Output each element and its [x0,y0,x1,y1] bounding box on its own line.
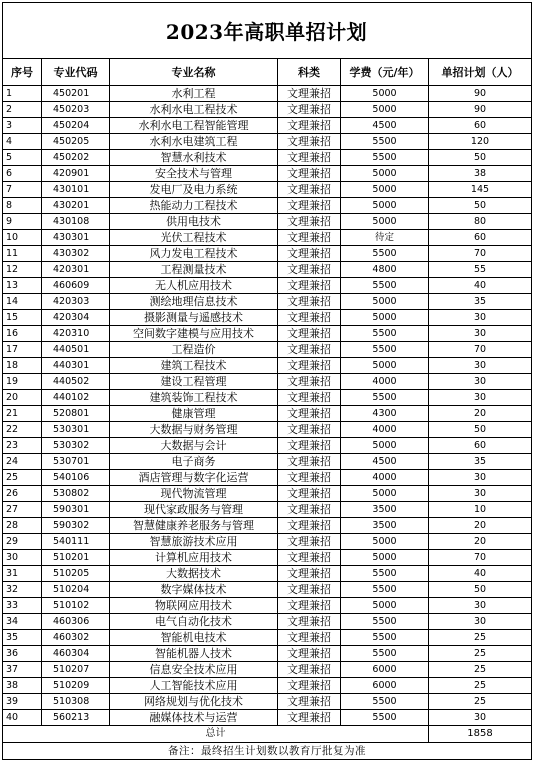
table-row [3,326,532,342]
cell-category[interactable]: 文理兼招 [278,694,341,710]
cell-plan[interactable]: 90 [429,86,532,102]
cell-name[interactable]: 人工智能技术应用 [110,678,278,694]
cell-index[interactable]: 4 [3,134,42,150]
cell-code[interactable]: 540106 [42,470,110,486]
cell-fee[interactable]: 4000 [341,374,429,390]
cell-code[interactable]: 450201 [42,86,110,102]
cell-plan[interactable]: 145 [429,182,532,198]
cell-code[interactable]: 450203 [42,102,110,118]
cell-index[interactable]: 3 [3,118,42,134]
cell-code[interactable]: 460304 [42,646,110,662]
cell-index[interactable]: 32 [3,582,42,598]
total-label[interactable]: 总计 [3,726,429,743]
cell-plan[interactable]: 30 [429,710,532,726]
table-row [3,678,532,694]
cell-category[interactable]: 文理兼招 [278,134,341,150]
cell-fee[interactable]: 5000 [341,214,429,230]
cell-fee[interactable]: 5000 [341,438,429,454]
table-row [3,198,532,214]
cell-category[interactable]: 文理兼招 [278,150,341,166]
cell-category[interactable]: 文理兼招 [278,630,341,646]
table-row [3,534,532,550]
cell-code[interactable]: 430301 [42,230,110,246]
table-row [3,310,532,326]
cell-category[interactable]: 文理兼招 [278,534,341,550]
cell-fee[interactable]: 3500 [341,502,429,518]
cell-plan[interactable]: 30 [429,470,532,486]
cell-plan[interactable]: 35 [429,454,532,470]
cell-plan[interactable]: 35 [429,294,532,310]
cell-index[interactable]: 10 [3,230,42,246]
cell-plan[interactable]: 25 [429,662,532,678]
cell-fee[interactable]: 5500 [341,278,429,294]
table-row [3,598,532,614]
cell-name[interactable]: 水利水电建筑工程 [110,134,278,150]
note-text[interactable]: 备注：最终招生计划数以教育厅批复为准 [3,743,532,760]
cell-index[interactable]: 27 [3,502,42,518]
cell-code[interactable]: 460306 [42,614,110,630]
table-row [3,214,532,230]
table-row [3,646,532,662]
table-body [3,86,532,726]
cell-category[interactable]: 文理兼招 [278,678,341,694]
cell-name[interactable]: 大数据技术 [110,566,278,582]
cell-index[interactable]: 21 [3,406,42,422]
table-row [3,438,532,454]
cell-code[interactable]: 450204 [42,118,110,134]
cell-plan[interactable]: 40 [429,278,532,294]
cell-category[interactable]: 文理兼招 [278,438,341,454]
cell-fee[interactable]: 5000 [341,534,429,550]
cell-plan[interactable]: 30 [429,326,532,342]
cell-fee[interactable]: 5000 [341,486,429,502]
cell-plan[interactable]: 25 [429,630,532,646]
header-code[interactable]: 专业代码 [42,59,110,86]
cell-index[interactable]: 40 [3,710,42,726]
cell-fee[interactable]: 4500 [341,454,429,470]
cell-code[interactable]: 430201 [42,198,110,214]
cell-index[interactable]: 36 [3,646,42,662]
table-row [3,582,532,598]
cell-name[interactable]: 数字媒体技术 [110,582,278,598]
cell-name[interactable]: 信息安全技术应用 [110,662,278,678]
cell-name[interactable]: 智慧水利技术 [110,150,278,166]
cell-fee[interactable]: 5000 [341,598,429,614]
table-row [3,454,532,470]
cell-category[interactable]: 文理兼招 [278,582,341,598]
total-row [3,726,532,743]
cell-plan[interactable]: 40 [429,566,532,582]
cell-code[interactable]: 520801 [42,406,110,422]
cell-plan[interactable]: 30 [429,598,532,614]
header-plan[interactable]: 单招计划（人） [429,59,532,86]
cell-plan[interactable]: 25 [429,694,532,710]
cell-category[interactable]: 文理兼招 [278,198,341,214]
cell-index[interactable]: 2 [3,102,42,118]
table-row [3,374,532,390]
table-row [3,502,532,518]
cell-index[interactable]: 16 [3,326,42,342]
cell-fee[interactable]: 5500 [341,326,429,342]
cell-name[interactable]: 水利水电工程智能管理 [110,118,278,134]
cell-code[interactable]: 430101 [42,182,110,198]
cell-code[interactable]: 420310 [42,326,110,342]
cell-index[interactable]: 1 [3,86,42,102]
table-row [3,262,532,278]
table-row [3,470,532,486]
cell-name[interactable]: 摄影测量与遥感技术 [110,310,278,326]
cell-fee[interactable]: 3500 [341,518,429,534]
title-right-border [531,2,532,58]
cell-name[interactable]: 大数据与财务管理 [110,422,278,438]
table-row [3,422,532,438]
cell-category[interactable]: 文理兼招 [278,86,341,102]
table-row [3,662,532,678]
cell-plan[interactable]: 30 [429,486,532,502]
cell-code[interactable]: 420901 [42,166,110,182]
cell-code[interactable]: 510207 [42,662,110,678]
cell-name[interactable]: 安全技术与管理 [110,166,278,182]
cell-index[interactable]: 25 [3,470,42,486]
cell-category[interactable]: 文理兼招 [278,278,341,294]
cell-code[interactable]: 450205 [42,134,110,150]
cell-name[interactable]: 工程测量技术 [110,262,278,278]
table-row [3,102,532,118]
cell-category[interactable]: 文理兼招 [278,470,341,486]
cell-name[interactable]: 建筑装饰工程技术 [110,390,278,406]
cell-fee[interactable]: 5000 [341,550,429,566]
cell-plan[interactable]: 30 [429,390,532,406]
cell-name[interactable]: 现代物流管理 [110,486,278,502]
cell-plan[interactable]: 20 [429,406,532,422]
cell-name[interactable]: 水利工程 [110,86,278,102]
cell-plan[interactable]: 30 [429,374,532,390]
header-row [3,59,532,86]
cell-name[interactable]: 水利水电工程技术 [110,102,278,118]
cell-index[interactable]: 7 [3,182,42,198]
cell-code[interactable]: 430302 [42,246,110,262]
cell-index[interactable]: 34 [3,614,42,630]
cell-plan[interactable]: 60 [429,438,532,454]
table-row [3,86,532,102]
cell-name[interactable]: 电子商务 [110,454,278,470]
header-index[interactable]: 序号 [3,59,42,86]
cell-index[interactable]: 19 [3,374,42,390]
cell-name[interactable]: 物联网应用技术 [110,598,278,614]
cell-code[interactable]: 440301 [42,358,110,374]
cell-index[interactable]: 39 [3,694,42,710]
cell-plan[interactable]: 25 [429,678,532,694]
cell-name[interactable]: 热能动力工程技术 [110,198,278,214]
cell-fee[interactable]: 5000 [341,294,429,310]
cell-fee[interactable]: 5500 [341,630,429,646]
cell-fee[interactable]: 5500 [341,566,429,582]
table-row [3,358,532,374]
cell-fee[interactable]: 5500 [341,390,429,406]
table-row [3,630,532,646]
cell-name[interactable]: 智慧健康养老服务与管理 [110,518,278,534]
cell-category[interactable]: 文理兼招 [278,518,341,534]
table-row [3,390,532,406]
cell-fee[interactable]: 5000 [341,182,429,198]
cell-code[interactable]: 530802 [42,486,110,502]
cell-index[interactable]: 33 [3,598,42,614]
cell-plan[interactable]: 30 [429,310,532,326]
cell-name[interactable]: 网络规划与优化技术 [110,694,278,710]
cell-code[interactable]: 450202 [42,150,110,166]
cell-fee[interactable]: 5000 [341,198,429,214]
cell-category[interactable]: 文理兼招 [278,486,341,502]
table-row [3,710,532,726]
table-row [3,614,532,630]
cell-fee[interactable]: 5000 [341,358,429,374]
cell-name[interactable]: 大数据与会计 [110,438,278,454]
cell-category[interactable]: 文理兼招 [278,166,341,182]
cell-index[interactable]: 30 [3,550,42,566]
cell-index[interactable]: 23 [3,438,42,454]
cell-plan[interactable]: 20 [429,534,532,550]
cell-code[interactable]: 510209 [42,678,110,694]
cell-fee[interactable]: 4000 [341,422,429,438]
cell-index[interactable]: 13 [3,278,42,294]
cell-fee[interactable]: 6000 [341,678,429,694]
table-row [3,518,532,534]
cell-index[interactable]: 31 [3,566,42,582]
cell-plan[interactable]: 38 [429,166,532,182]
cell-category[interactable]: 文理兼招 [278,182,341,198]
cell-index[interactable]: 18 [3,358,42,374]
cell-category[interactable]: 文理兼招 [278,342,341,358]
cell-index[interactable]: 17 [3,342,42,358]
cell-fee[interactable]: 5500 [341,134,429,150]
cell-plan[interactable]: 60 [429,230,532,246]
cell-code[interactable]: 440102 [42,390,110,406]
header-name[interactable]: 专业名称 [110,59,278,86]
cell-name[interactable]: 电气自动化技术 [110,614,278,630]
cell-code[interactable]: 460302 [42,630,110,646]
cell-code[interactable]: 510308 [42,694,110,710]
cell-category[interactable]: 文理兼招 [278,118,341,134]
cell-name[interactable]: 智慧旅游技术应用 [110,534,278,550]
note-row [3,743,532,760]
cell-fee[interactable]: 5500 [341,150,429,166]
cell-code[interactable]: 440502 [42,374,110,390]
cell-category[interactable]: 文理兼招 [278,614,341,630]
cell-code[interactable]: 530701 [42,454,110,470]
cell-name[interactable]: 酒店管理与数字化运营 [110,470,278,486]
cell-category[interactable]: 文理兼招 [278,230,341,246]
cell-name[interactable]: 发电厂及电力系统 [110,182,278,198]
cell-fee[interactable]: 5000 [341,166,429,182]
cell-code[interactable]: 510205 [42,566,110,582]
cell-code[interactable]: 530302 [42,438,110,454]
cell-category[interactable]: 文理兼招 [278,422,341,438]
cell-code[interactable]: 420303 [42,294,110,310]
cell-index[interactable]: 28 [3,518,42,534]
header-category[interactable]: 科类 [278,59,341,86]
cell-category[interactable]: 文理兼招 [278,566,341,582]
cell-plan[interactable]: 20 [429,518,532,534]
cell-category[interactable]: 文理兼招 [278,102,341,118]
table-row [3,246,532,262]
cell-index[interactable]: 5 [3,150,42,166]
total-value[interactable]: 1858 [429,726,532,743]
cell-category[interactable]: 文理兼招 [278,710,341,726]
cell-fee[interactable]: 5500 [341,710,429,726]
cell-plan[interactable]: 70 [429,246,532,262]
cell-category[interactable]: 文理兼招 [278,646,341,662]
table-row [3,230,532,246]
enrollment-plan-table [2,58,532,760]
cell-category[interactable]: 文理兼招 [278,662,341,678]
cell-category[interactable]: 文理兼招 [278,374,341,390]
cell-code[interactable]: 590302 [42,518,110,534]
table-row [3,166,532,182]
header-fee[interactable]: 学费（元/年） [341,59,429,86]
cell-plan[interactable]: 50 [429,422,532,438]
cell-name[interactable]: 计算机应用技术 [110,550,278,566]
cell-name[interactable]: 空间数字建模与应用技术 [110,326,278,342]
cell-plan[interactable]: 80 [429,214,532,230]
cell-code[interactable]: 510102 [42,598,110,614]
cell-index[interactable]: 37 [3,662,42,678]
cell-plan[interactable]: 30 [429,358,532,374]
table-row [3,342,532,358]
cell-category[interactable]: 文理兼招 [278,598,341,614]
cell-plan[interactable]: 70 [429,342,532,358]
table-row [3,294,532,310]
cell-name[interactable]: 健康管理 [110,406,278,422]
cell-name[interactable]: 工程造价 [110,342,278,358]
cell-fee[interactable]: 5000 [341,310,429,326]
table-row [3,550,532,566]
cell-name[interactable]: 智能机电技术 [110,630,278,646]
cell-name[interactable]: 现代家政服务与管理 [110,502,278,518]
cell-code[interactable]: 530301 [42,422,110,438]
cell-code[interactable]: 420301 [42,262,110,278]
cell-code[interactable]: 510204 [42,582,110,598]
table-row [3,486,532,502]
cell-name[interactable]: 建筑工程技术 [110,358,278,374]
cell-index[interactable]: 24 [3,454,42,470]
cell-fee[interactable]: 5000 [341,102,429,118]
cell-index[interactable]: 11 [3,246,42,262]
cell-code[interactable]: 430108 [42,214,110,230]
cell-index[interactable]: 9 [3,214,42,230]
cell-name[interactable]: 融媒体技术与运营 [110,710,278,726]
cell-plan[interactable]: 50 [429,582,532,598]
cell-index[interactable]: 29 [3,534,42,550]
table-row [3,406,532,422]
cell-category[interactable]: 文理兼招 [278,262,341,278]
cell-fee[interactable]: 4300 [341,406,429,422]
cell-name[interactable]: 风力发电工程技术 [110,246,278,262]
cell-index[interactable]: 38 [3,678,42,694]
cell-index[interactable]: 20 [3,390,42,406]
cell-code[interactable]: 590301 [42,502,110,518]
cell-name[interactable]: 建设工程管理 [110,374,278,390]
cell-index[interactable]: 14 [3,294,42,310]
cell-plan[interactable]: 120 [429,134,532,150]
cell-fee[interactable]: 5500 [341,246,429,262]
cell-plan[interactable]: 50 [429,150,532,166]
cell-name[interactable]: 测绘地理信息技术 [110,294,278,310]
cell-fee[interactable]: 5500 [341,614,429,630]
table-row [3,566,532,582]
table-title: 2023年高职单招计划 [165,19,368,44]
cell-plan[interactable]: 30 [429,614,532,630]
cell-index[interactable]: 22 [3,422,42,438]
cell-index[interactable]: 15 [3,310,42,326]
cell-fee[interactable]: 4500 [341,118,429,134]
cell-category[interactable]: 文理兼招 [278,246,341,262]
cell-plan[interactable]: 10 [429,502,532,518]
cell-plan[interactable]: 50 [429,198,532,214]
cell-fee[interactable]: 待定 [341,230,429,246]
cell-category[interactable]: 文理兼招 [278,310,341,326]
cell-fee[interactable]: 5500 [341,694,429,710]
cell-index[interactable]: 35 [3,630,42,646]
cell-name[interactable]: 智能机器人技术 [110,646,278,662]
cell-fee[interactable]: 4000 [341,470,429,486]
cell-name[interactable]: 供用电技术 [110,214,278,230]
cell-index[interactable]: 12 [3,262,42,278]
cell-category[interactable]: 文理兼招 [278,550,341,566]
cell-fee[interactable]: 5500 [341,646,429,662]
cell-index[interactable]: 26 [3,486,42,502]
cell-fee[interactable]: 5500 [341,582,429,598]
cell-category[interactable]: 文理兼招 [278,294,341,310]
table-row [3,182,532,198]
cell-category[interactable]: 文理兼招 [278,454,341,470]
cell-name[interactable]: 无人机应用技术 [110,278,278,294]
cell-plan[interactable]: 25 [429,646,532,662]
cell-code[interactable]: 510201 [42,550,110,566]
cell-category[interactable]: 文理兼招 [278,214,341,230]
cell-code[interactable]: 560213 [42,710,110,726]
cell-fee[interactable]: 5000 [341,86,429,102]
cell-name[interactable]: 光伏工程技术 [110,230,278,246]
cell-fee[interactable]: 5500 [341,342,429,358]
cell-plan[interactable]: 60 [429,118,532,134]
cell-code[interactable]: 420304 [42,310,110,326]
cell-plan[interactable]: 55 [429,262,532,278]
cell-category[interactable]: 文理兼招 [278,390,341,406]
table-row [3,134,532,150]
cell-category[interactable]: 文理兼招 [278,326,341,342]
cell-plan[interactable]: 90 [429,102,532,118]
cell-fee[interactable]: 6000 [341,662,429,678]
table-row [3,118,532,134]
table-row [3,694,532,710]
table-row [3,150,532,166]
cell-category[interactable]: 文理兼招 [278,502,341,518]
cell-code[interactable]: 540111 [42,534,110,550]
cell-index[interactable]: 8 [3,198,42,214]
cell-code[interactable]: 460609 [42,278,110,294]
cell-code[interactable]: 440501 [42,342,110,358]
cell-fee[interactable]: 4800 [341,262,429,278]
cell-plan[interactable]: 70 [429,550,532,566]
table-row [3,278,532,294]
cell-index[interactable]: 6 [3,166,42,182]
cell-category[interactable]: 文理兼招 [278,358,341,374]
cell-category[interactable]: 文理兼招 [278,406,341,422]
